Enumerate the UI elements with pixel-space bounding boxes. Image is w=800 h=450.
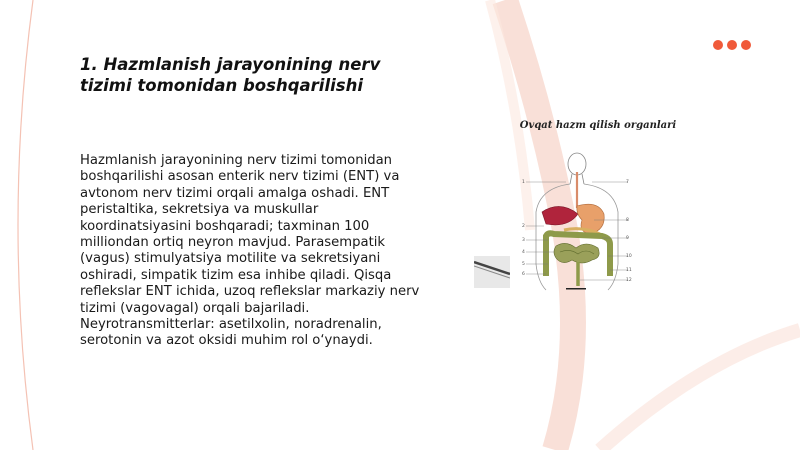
figure-label-number: 5: [522, 262, 525, 267]
left-arc: [18, 0, 33, 450]
bottom-right-arc: [600, 330, 800, 450]
figure-label-number: 10: [626, 254, 632, 259]
figure-label-number: 2: [522, 224, 525, 229]
figure-label-number: 4: [522, 250, 525, 255]
accent-dot: [713, 40, 723, 50]
figure-label-number: 3: [522, 238, 525, 243]
figure-label-number: 9: [626, 236, 629, 241]
figure-caption: Ovqat hazm qilish organlari: [519, 120, 677, 131]
figure-label-number: 6: [522, 272, 525, 277]
figure-label-number: 1: [522, 180, 525, 185]
figure-label-number: 11: [626, 268, 632, 273]
slide-body-text: Hazmlanish jarayonining nerv tizimi tomonidan boshqarilishi asosan enterik nerv tizimi (ENT) va avtonom nerv tizimi orqali amalga oshadi. ENT peristaltika, sekretsiya va muskullar koordinatsiyasini boshqaradi; taxminan 100 milliondan ortiq neyron mavjud. Parasempatik (vagus) stimulyatsiya motilite va sekretsiyani oshiradi, simpatik tizim esa inhibe qiladi. Qisqa reflekslar ENT ichida, uzoq reflekslar markaziy nerv tizimi (vagovagal) orqali bajariladi. Neyrotransmitterlar: asetilxolin, noradrenalin, serotonin va azot oksidi muhim rol o‘ynaydi.: [80, 153, 420, 349]
digestive-system-illustration: [522, 152, 632, 292]
figure-label-number: 12: [626, 278, 632, 283]
figure-label-number: 7: [626, 180, 629, 185]
accent-dot: [741, 40, 751, 50]
accent-dot: [727, 40, 737, 50]
figure-label-number: 8: [626, 218, 629, 223]
figure-fragment: [474, 256, 510, 288]
slide-title: 1. Hazmlanish jarayonining nerv tizimi tomonidan boshqarilishi: [80, 55, 381, 95]
accent-dots: [713, 40, 757, 50]
